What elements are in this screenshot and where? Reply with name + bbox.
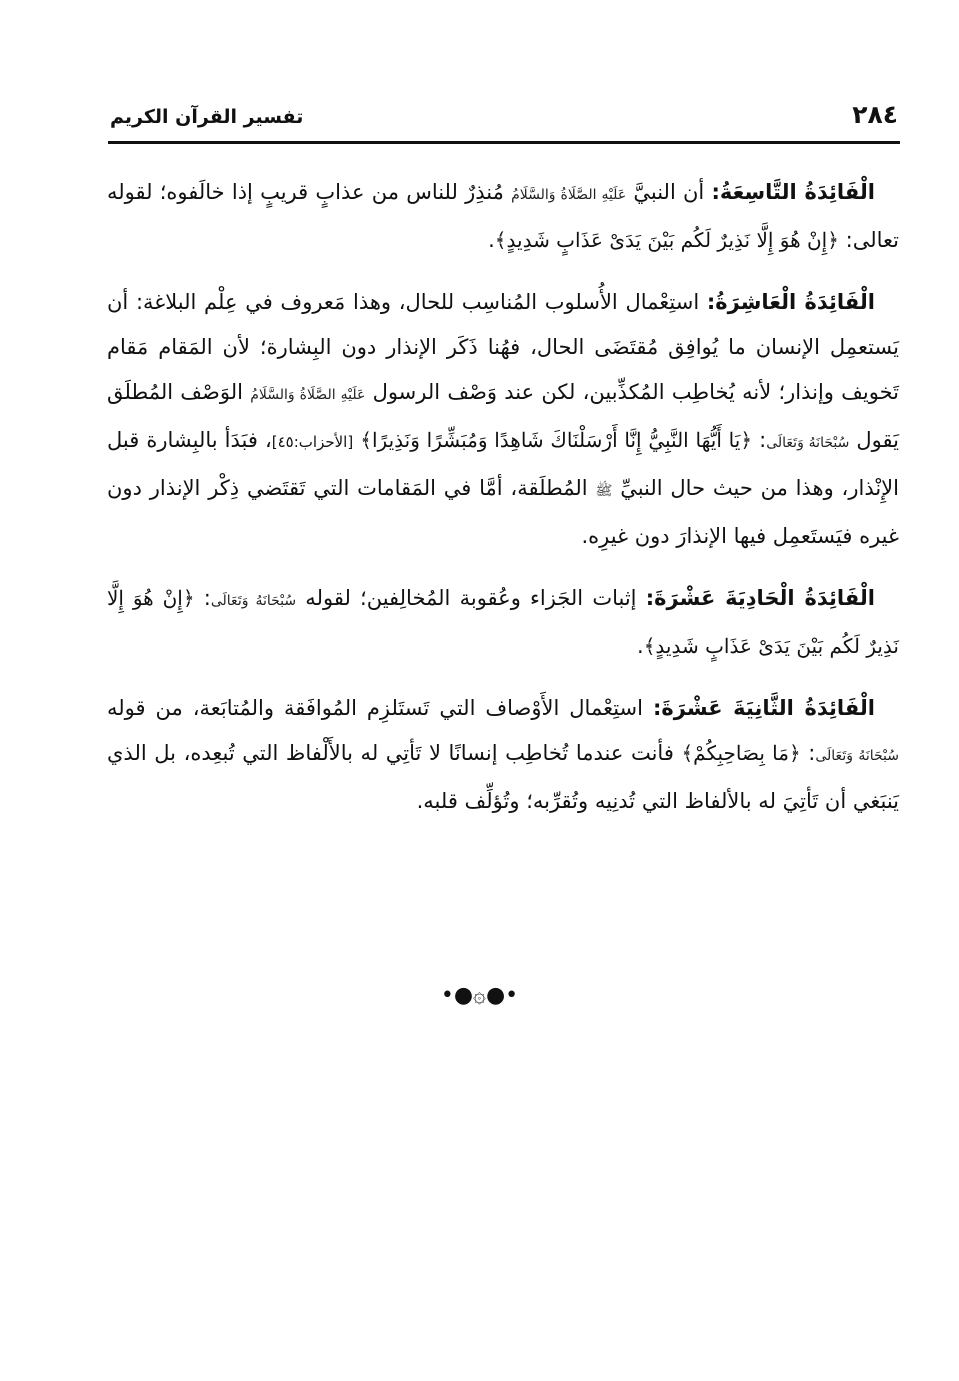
running-title: تفسير القرآن الكريم <box>110 106 304 128</box>
honorific: عَلَيْهِ الصَّلَاةُ وَالسَّلَامُ <box>250 387 366 403</box>
paragraph-text: الوَصْف المُطلَق يَقول <box>107 380 899 452</box>
paragraph-text: . <box>637 634 644 658</box>
body-text <box>107 170 899 841</box>
honorific: سُبْحَانَهُ وَتَعَالَى <box>766 435 850 451</box>
benefit-heading: الْفَائِدَةُ الثَّانِيَةَ عَشْرَةَ: <box>652 696 875 720</box>
paragraph-text: : <box>194 586 211 610</box>
honorific: ﷺ <box>595 483 613 499</box>
honorific: عَلَيْهِ الصَّلَاةُ وَالسَّلَامُ <box>511 187 627 203</box>
paragraph-text: استِعْمال الأُسلوب المُناسِب للحال، وهذا مَعروف في عِلْم البلاغة: أن يَستعمِل الإنسان ما يُوافِق مُقتَضَى الحال، فهُنا ذَكَر الإنذار دون البِشارة؛ لأن المَقام مَقام تَخويف وإنذار؛ لأنه يُخاطِب المُكذِّبين، لكن عند وَصْف الرسول <box>107 290 900 404</box>
paragraph-text: . <box>488 228 495 252</box>
paragraph-text: المُطلَقة، أمَّا في المَقامات التي تَقتَضي ذِكْر الإنذار دون غيره فيَستَعمِل فيها الإنذارَ دون غيرِه. <box>107 476 899 548</box>
paragraph-text: فأنت عندما تُخاطِب إنسانًا لا تَأتِي له بالأَلْفاظ التي تُبعِده، بل الذي يَنبَغي أن تَأتِيَ له بالألفاظ التي تُدنِيه وتُقرِّبه؛ وتُؤلِّف قلبه. <box>107 741 899 813</box>
paragraph-text: : <box>800 741 816 765</box>
benefit-heading: الْفَائِدَةُ التَّاسِعَةُ: <box>711 180 875 204</box>
paragraph-text: أن النبيَّ <box>626 180 712 204</box>
section-end-ornament: •●۞●• <box>440 983 519 1008</box>
benefit-heading: الْفَائِدَةُ الْعَاشِرَةُ: <box>706 290 875 314</box>
quran-verse: ﴿إِنْ هُوَ إِلَّا نَذِيرٌ لَكُم بَيْنَ يَدَىْ عَذَابٍ شَدِيدٍ﴾ <box>107 586 899 658</box>
honorific: سُبْحَانَهُ وَتَعَالَى <box>815 748 899 764</box>
header-rule <box>108 141 900 144</box>
paragraph <box>107 280 899 559</box>
page-number: ٢٨٤ <box>852 100 898 129</box>
quran-verse: ﴿يَا أَيُّهَا النَّبِيُّ إِنَّا أَرْسَلْنَاكَ شَاهِدًا وَمُبَشِّرًا وَنَذِيرًا﴾ <box>360 428 753 452</box>
page-header <box>108 96 898 140</box>
paragraph <box>107 686 899 824</box>
quran-verse: ﴿إِنْ هُوَ إِلَّا نَذِيرٌ لَكُم بَيْنَ يَدَىْ عَذَابٍ شَدِيدٍ﴾ <box>494 228 839 252</box>
paragraph <box>107 170 899 263</box>
honorific: سُبْحَانَهُ وَتَعَالَى <box>210 593 297 609</box>
quran-verse: ﴿مَا بِصَاحِبِكُمْ﴾ <box>681 741 801 765</box>
paragraph-text: إثبات الجَزاء وعُقوبة المُخالِفين؛ لقوله <box>296 586 646 610</box>
paragraph <box>107 576 899 669</box>
paragraph-text: استِعْمال الأَوْصاف التي تَستَلزِم المُوافَقة والمُتابَعة، من قوله <box>107 696 653 720</box>
paragraph-text: مُنذِرٌ للناس من عذابٍ قريبٍ إذا خالَفوه؛ لقوله تعالى: <box>107 180 899 252</box>
verse-reference: [الأحزاب:٤٥] <box>271 433 354 451</box>
paragraph-text: ، فبَدَأ بالبِشارة قبل الإِنْذار، وهذا من حيث حال النبيِّ <box>107 428 899 500</box>
paragraph-text: : <box>752 428 767 452</box>
benefit-heading: الْفَائِدَةُ الْحَادِيَةَ عَشْرَةَ: <box>645 586 875 610</box>
